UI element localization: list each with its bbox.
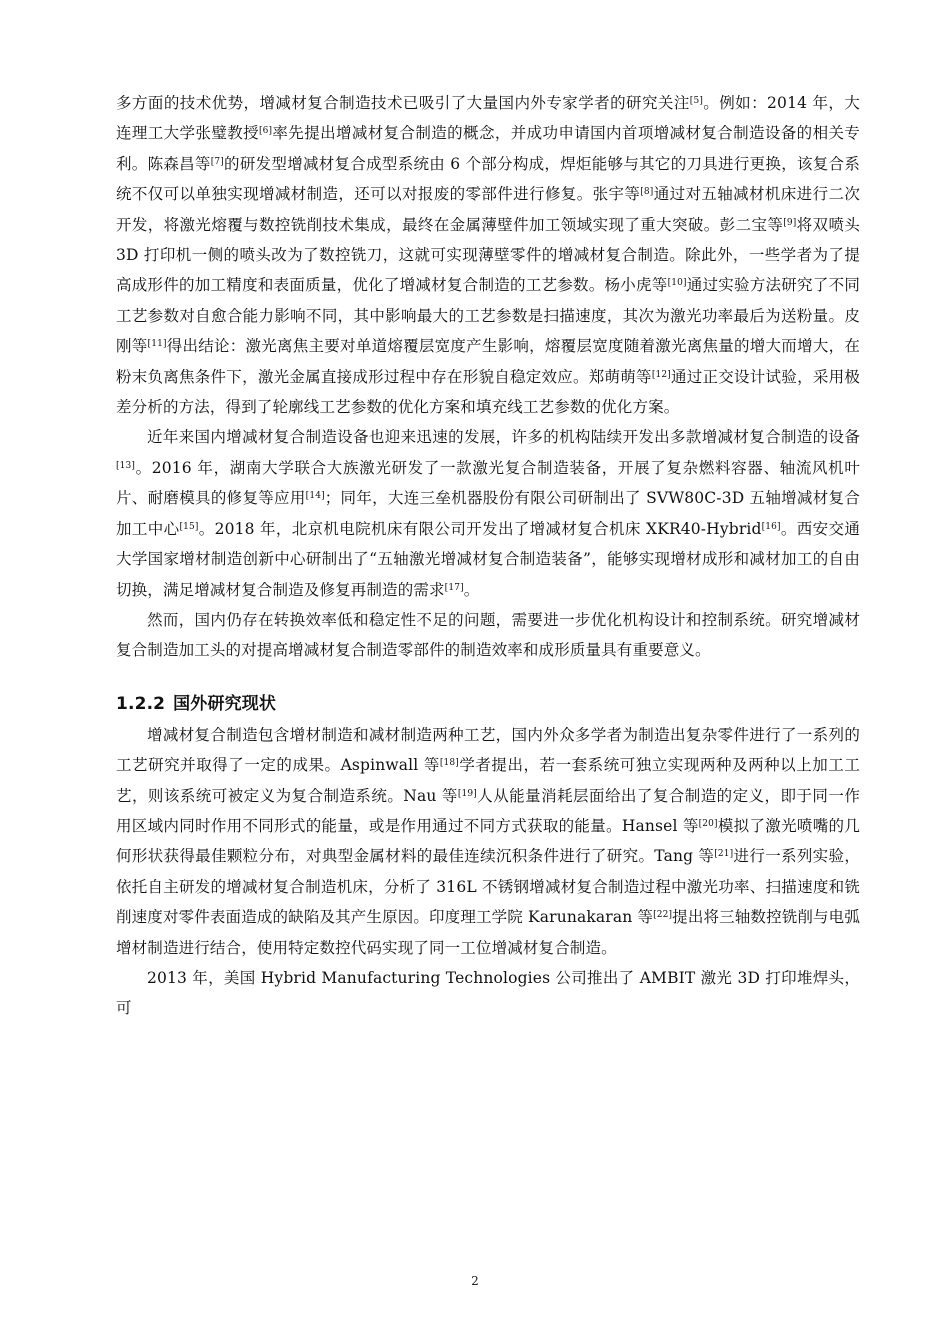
text-run: 。2018 年，北京机电院机床有限公司开发出了增减材复合机床 XKR40-Hybrid xyxy=(198,519,762,538)
text-run: 。例如：2014 年，大连理工大学张璧教授 xyxy=(116,94,860,143)
text-run: 近年来国内增减材复合制造设备也迎来迅速的发展，许多的机构陆续开发出多款增减材复合制造的设备 xyxy=(147,428,860,447)
citation-ref: [14] xyxy=(305,491,325,502)
citation-ref: [9] xyxy=(783,217,797,228)
text-run: 通过对五轴减材机床进行二次开发，将激光熔覆与数控铣削技术集成，最终在金属薄壁件加工领域实现了重大突破。彭二宝等 xyxy=(116,185,860,234)
citation-ref: [5] xyxy=(689,96,703,107)
text-run: 2013 年，美国 Hybrid Manufacturing Technologies 公司推出了 AMBIT 激光 3D 打印堆焊头，可 xyxy=(116,968,860,1018)
citation-ref: [16] xyxy=(761,521,781,532)
citation-ref: [13] xyxy=(116,460,136,471)
section-heading-number: 1.2.2 xyxy=(116,693,166,714)
text-run: 。 xyxy=(463,580,480,599)
paragraph xyxy=(116,963,860,1024)
paragraph xyxy=(116,720,860,963)
citation-ref: [12] xyxy=(651,369,671,380)
paragraph xyxy=(116,422,860,604)
citation-ref: [7] xyxy=(210,156,224,167)
text-run: 通过正交设计试验，采用极差分析的方法，得到了轮廓线工艺参数的优化方案和填充线工艺参数的优化方案。 xyxy=(116,367,860,417)
text-run: 增减材复合制造包含增材制造和减材制造两种工艺，国内外众多学者为制造出复杂零件进行了一系列的工艺研究并取得了一定的成果。Aspinwall 等 xyxy=(116,725,860,775)
text-run: 然而，国内仍存在转换效率低和稳定性不足的问题，需要进一步优化机构设计和控制系统。研究增减材复合制造加工头的对提高增减材复合制造零部件的制造效率和成形质量具有重要意义。 xyxy=(116,610,860,660)
text-run: 多方面的技术优势，增减材复合制造技术已吸引了大量国内外专家学者的研究关注 xyxy=(116,94,690,112)
text-run: 。西安交通大学国家增材制造创新中心研制出了“五轴激光增减材复合制造装备”，能够实现增材成形和减材加工的自由切换，满足增减材复合制造及修复再制造的需求 xyxy=(116,519,860,599)
body-text-after-heading xyxy=(116,720,860,1024)
text-run: 通过实验方法研究了不同工艺参数对自愈合能力影响不同，其中影响最大的工艺参数是扫描速度，其次为激光功率最后为送粉量。皮刚等 xyxy=(116,276,860,356)
text-run: 。2016 年，湖南大学联合大族激光研发了一款激光复合制造装备，开展了复杂燃料容器、轴流风机叶片、耐磨模具的修复等应用 xyxy=(116,458,860,508)
page-number: 2 xyxy=(471,1274,479,1288)
text-run: 进行一系列实验，依托自主研发的增减材复合制造机床，分析了 316L 不锈钢增减材复合制造过程中激光功率、扫描速度和铣削速度对零件表面造成的缺陷及其产生原因。印度理工学院 Karunakaran 等 xyxy=(116,847,860,927)
text-run: 提出将三轴数控铣削与电弧增材制造进行结合，使用特定数控代码实现了同一工位增减材复合制造。 xyxy=(116,908,860,957)
citation-ref: [19] xyxy=(457,788,477,799)
text-run: 得出结论：激光离焦主要对单道熔覆层宽度产生影响，熔覆层宽度随着激光离焦量的增大而增大，在粉末负离焦条件下，激光金属直接成形过程中存在形貌自稳定效应。郑萌萌等 xyxy=(116,337,860,386)
text-run: 率先提出增减材复合制造的概念，并成功申请国内首项增减材复合制造设备的相关专利。陈森昌等 xyxy=(116,124,860,173)
text-run: 将双喷头 3D 打印机一侧的喷头改为了数控铣刀，这就可实现薄壁零件的增减材复合制造。除此外，一些学者为了提高成形件的加工精度和表面质量，优化了增减材复合制造的工艺参数。杨小虎等 xyxy=(116,215,860,295)
citation-ref: [8] xyxy=(640,187,654,198)
citation-ref: [15] xyxy=(179,521,199,532)
text-run: 模拟了激光喷嘴的几何形状获得最佳颗粒分布，对典型金属材料的最佳连续沉积条件进行了研究。Tang 等 xyxy=(116,816,860,866)
paragraph xyxy=(116,605,860,666)
citation-ref: [10] xyxy=(667,278,687,289)
citation-ref: [21] xyxy=(714,849,734,860)
citation-ref: [22] xyxy=(653,910,673,921)
text-run: 学者提出，若一套系统可独立实现两种及两种以上加工工艺，则该系统可被定义为复合制造系统。Nau 等 xyxy=(116,756,860,805)
text-run: 人从能量消耗层面给出了复合制造的定义，即于同一作用区域内同时作用不同形式的能量，或是作用通过不同方式获取的能量。Hansel 等 xyxy=(116,786,860,835)
page-body xyxy=(116,88,860,1024)
body-text-before-heading xyxy=(116,88,860,666)
text-run: 的研发型增减材复合成型系统由 6 个部分构成，焊炬能够与其它的刀具进行更换，该复合系统不仅可以单独实现增减材制造，还可以对报废的零部件进行修复。张宇等 xyxy=(116,154,860,204)
text-run: ；同年，大连三垒机器股份有限公司研制出了 SVW80C-3D 五轴增减材复合加工中心 xyxy=(116,489,860,538)
citation-ref: [20] xyxy=(698,819,718,829)
citation-ref: [6] xyxy=(258,126,273,137)
section-heading-title: 国外研究现状 xyxy=(173,693,277,714)
citation-ref: [17] xyxy=(444,582,464,593)
citation-ref: [11] xyxy=(147,339,167,350)
citation-ref: [18] xyxy=(439,758,459,769)
section-heading xyxy=(116,688,860,720)
paragraph xyxy=(116,88,860,422)
